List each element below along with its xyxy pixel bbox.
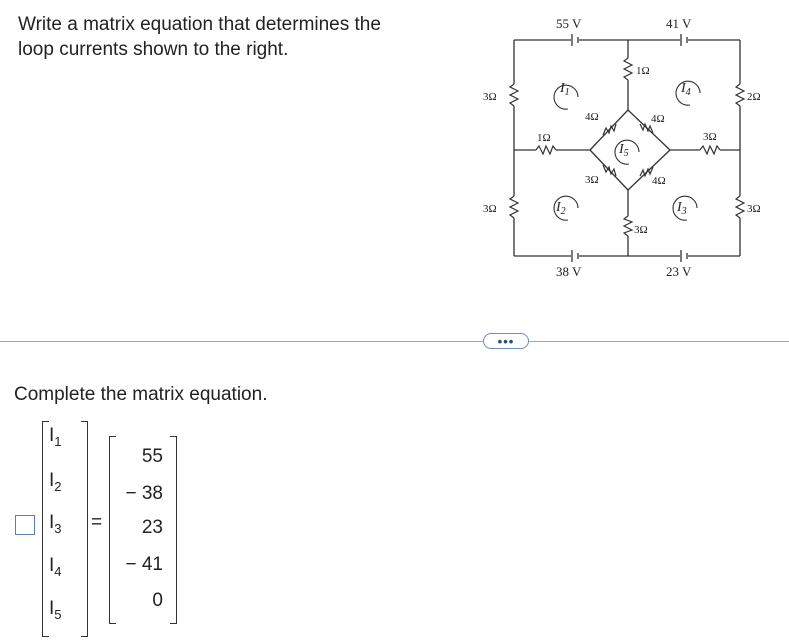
rhs-value: − 41 [125, 554, 163, 575]
resistor-label: 3Ω [703, 131, 717, 143]
question-text: Write a matrix equation that determines the loop currents shown to the right. [18, 14, 381, 60]
resistor-label: 3Ω [634, 224, 648, 236]
resistor-label: 4Ω [652, 175, 666, 187]
current-i3: $I_3$ [49, 512, 62, 536]
expand-more-button[interactable]: ••• [483, 333, 529, 349]
current-i1: $I_1$ [49, 425, 62, 449]
resistor-label: 3Ω [483, 91, 497, 103]
rhs-value: − 38 [125, 483, 163, 504]
resistor-label: 3Ω [747, 203, 761, 215]
source-label: 55 V [556, 16, 582, 31]
resistor-label: 1Ω [636, 65, 650, 77]
right-bracket-rhs [170, 436, 177, 624]
resistor-label: 3Ω [585, 174, 599, 186]
current-i4: $I_4$ [49, 555, 62, 579]
resistor-label: 1Ω [537, 132, 551, 144]
loop-label-i1: $I_1$ [560, 81, 570, 98]
prompt-text: Complete the matrix equation. [14, 384, 268, 405]
source-label: 38 V [556, 264, 582, 279]
resistor-label: 2Ω [747, 91, 761, 103]
loop-label-i2: $I_2$ [556, 200, 566, 217]
source-label: 41 V [666, 16, 692, 31]
loop-label-i5: $I_5$ [619, 142, 629, 159]
coefficient-matrix-input[interactable] [15, 515, 35, 535]
right-bracket-currents [81, 421, 88, 637]
rhs-value: 0 [152, 590, 163, 611]
loop-label-i4: $I_4$ [681, 81, 691, 98]
equals-sign: = [91, 512, 103, 533]
rhs-value: 23 [141, 517, 163, 538]
left-bracket-currents [42, 421, 49, 637]
circuit-diagram [470, 10, 770, 290]
loop-label-i3: $I_3$ [677, 200, 687, 217]
section-divider [0, 341, 789, 342]
source-label: 23 V [666, 264, 692, 279]
current-i2: $I_2$ [49, 470, 62, 494]
rhs-value: 55 [141, 446, 163, 467]
resistor-label: 4Ω [585, 111, 599, 123]
resistor-label: 3Ω [483, 203, 497, 215]
resistor-label: 4Ω [651, 113, 665, 125]
current-i5: $I_5$ [49, 598, 62, 622]
